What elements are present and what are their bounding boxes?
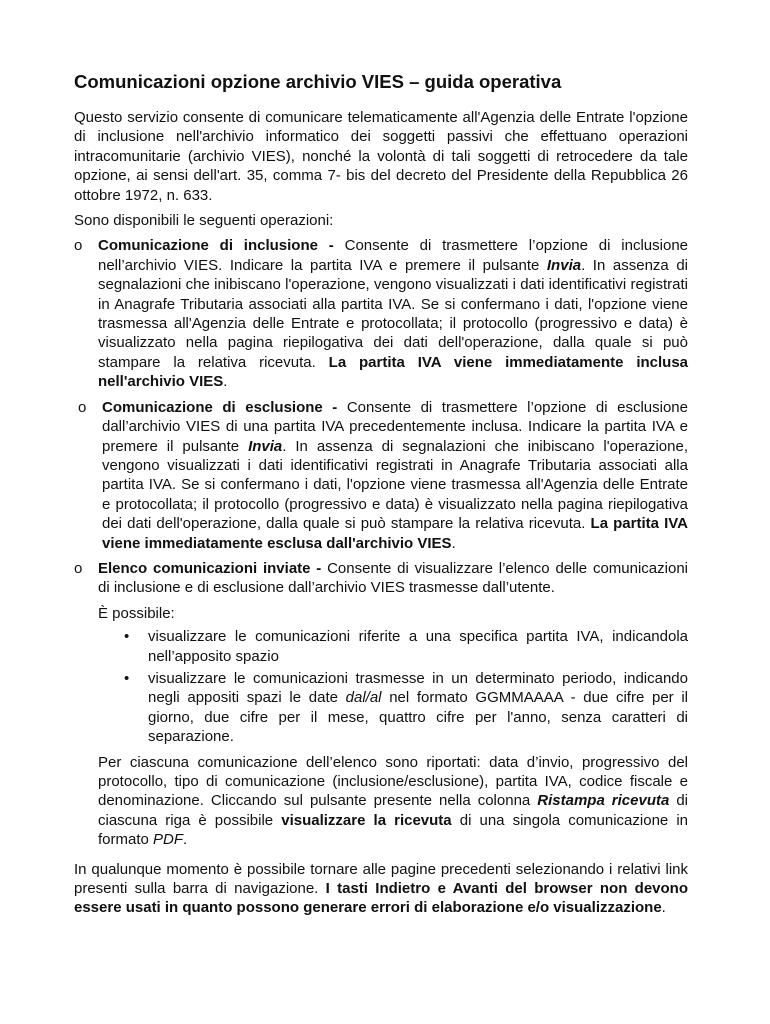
dot-bullet-icon: • [124, 628, 130, 646]
circle-bullet-icon: o [74, 559, 83, 577]
operation-inclusion-heading: Comunicazione di inclusione - [98, 237, 334, 255]
possible-item-vat: • visualizzare le comunicazioni riferite a una specifica partita IVA, indicandola nell’apposito spazio [124, 628, 688, 665]
intro-paragraph: Questo servizio consente di comunicare telematicamente all'Agenzia delle Entrate l'opzione di inclusione nell'archivio informatico dei soggetti passivi che effettuano operazioni intracomunitarie (archivio VIES), nonché la volontà di tali soggetti di retrocedere da tale opzione, ai sensi dell'art. 35, comma 7- bis del decreto del Presidente della Repubblica 26 ottobre 1972, n. 633. [74, 109, 688, 204]
invia-button-reference: Invia [248, 437, 283, 455]
page-title: Comunicazioni opzione archivio VIES – guida operativa [74, 71, 562, 92]
possible-item-period: • visualizzare le comunicazioni trasmesse in un determinato periodo, indicando negli appositi spazi le date dal/al nel formato GGMMAAAA - due cifre per il giorno, due cifre per il mese, quattro cifre per l'anno, senza caratteri di separazione. [124, 669, 688, 746]
operation-sent-list [74, 559, 688, 850]
reprint-receipt-column: Ristampa ricevuta [537, 792, 670, 810]
closing-paragraph: In qualunque momento è possibile tornare alle pagine precedenti selezionando i relativi link presenti sulla barra di navigazione. I tasti Indietro e Avanti del browser non devono essere usati in quanto possono generare errori di elaborazione e/o visualizzazione. [74, 860, 688, 917]
invia-button-reference: Invia [546, 256, 582, 274]
sent-list-details: Per ciascuna comunicazione dell’elenco sono riportati: data d’invio, progressivo del protocollo, tipo di comunicazione (inclusione/esclusione), partita IVA, codice fiscale e denominazione. Cliccando sul pulsante presente nella colonna Ristampa ricevuta di ciascuna riga è possibile visualizzare la ricevuta di una singola comunicazione in formato PDF. [98, 753, 689, 849]
operation-sent-list-heading: Elenco comunicazioni inviate - [98, 559, 322, 577]
circle-bullet-icon: o [78, 398, 87, 416]
operations-list [74, 236, 688, 849]
date-range-label: dal/al [345, 689, 382, 707]
inclusion-note: La partita IVA viene immediatamente inclusa nell'archivio VIES [98, 353, 689, 391]
dot-bullet-icon: • [124, 669, 130, 687]
operation-exclusion-heading: Comunicazione di esclusione - [102, 398, 338, 416]
circle-bullet-icon: o [74, 237, 83, 255]
operation-sent-list-text: Elenco comunicazioni inviate - Consente di visualizzare l’elenco delle comunicazioni di inclusione e di esclusione dall’archivio VIES trasmesse dall’utente. [98, 559, 688, 597]
operation-exclusion-text: Comunicazione di esclusione - Consente di trasmettere l’opzione di esclusione dall’archivio VIES di una partita IVA precedentemente inclusa. Indicare la partita IVA e premere il pulsante Invia. In assenza di segnalazioni che inibiscano l'operazione, vengono visualizzati i dati identificativi registrati in Anagrafe Tributaria associati alla partita IVA. Se si confermano i dati, l'opzione viene trasmessa all'Agenzia delle Entrate e protocollata; il protocollo (progressivo e data) è visualizzato nella pagina riepilogativa dei dati dell'operazione, dalla quale si può stampare la relativa ricevuta. La partita IVA viene immediatamente esclusa dall'archivio VIES. [102, 398, 688, 552]
possible-list [98, 627, 688, 746]
operation-inclusion [74, 236, 688, 391]
operation-exclusion [74, 398, 688, 553]
exclusion-note: La partita IVA viene immediatamente esclusa dall'archivio VIES [102, 515, 688, 552]
document-page [74, 70, 688, 924]
operations-intro: Sono disponibili le seguenti operazioni: [74, 212, 334, 230]
operation-inclusion-text: Comunicazione di inclusione - Consente di trasmettere l’opzione di inclusione nell’archivio VIES. Indicare la partita IVA e premere il pulsante Invia. In assenza di segnalazioni che inibiscano l'operazione, vengono visualizzati i dati identificativi registrati in Anagrafe Tributaria associati alla partita IVA. Se si confermano i dati, l'opzione viene trasmessa all'Agenzia delle Entrate e protocollata; il protocollo (progressivo e data) è visualizzato nella pagina riepilogativa dei dati dell'operazione, dalla quale si può stampare la relativa ricevuta. La partita IVA viene immediatamente inclusa nell'archivio VIES. [98, 237, 689, 391]
possible-label: È possibile: [98, 604, 175, 622]
browser-warning: I tasti Indietro e Avanti del browser non devono essere usati in quanto possono generare errori di elaborazione e/o visualizzazione [74, 880, 688, 917]
